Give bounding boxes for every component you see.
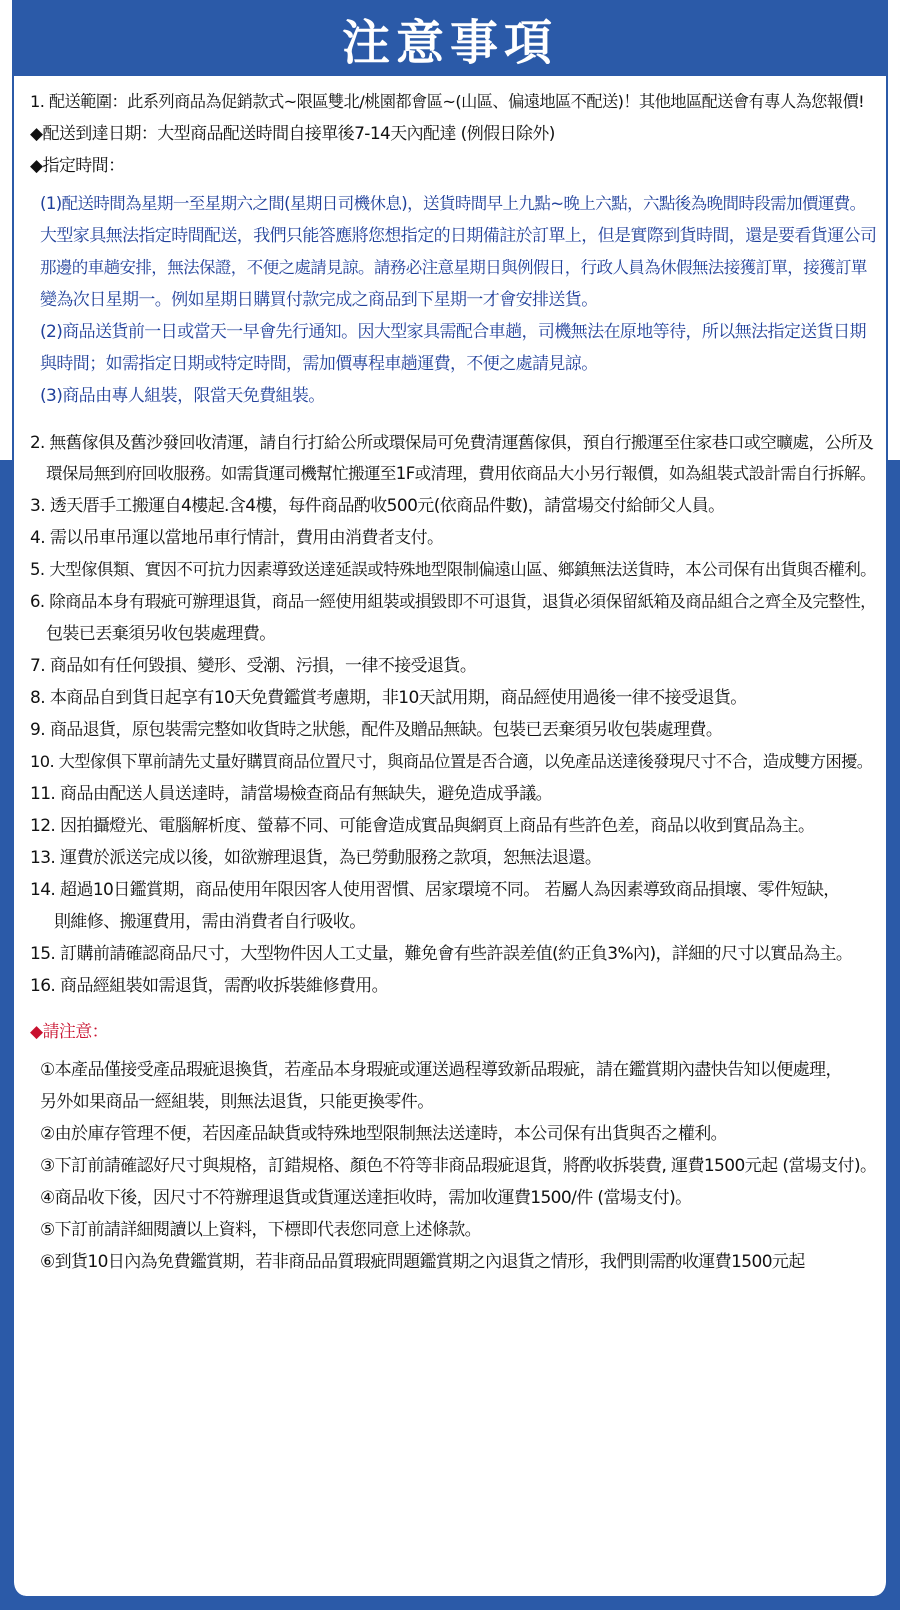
list-item: 16. 商品經組裝如需退貨，需酌收拆裝維修費用。 [30, 976, 389, 996]
notice-line: ④商品收下後，因尺寸不符辦理退貨或貨運送達拒收時，需加收運費1500/件 (當場支付)。 [40, 1188, 692, 1208]
header-banner [12, 0, 888, 76]
list-item: 7. 商品如有任何毀損、變形、受潮、污損，一律不接受退貨。 [30, 656, 477, 676]
list-item: 11. 商品由配送人員送達時，請當場檢查商品有無缺失，避免造成爭議。 [30, 784, 553, 804]
list-item: 2. 無舊傢俱及舊沙發回收清運，請自行打給公所或環保局可免費清運舊傢俱，預自行搬運至住家巷口或空曠處，公所及 [30, 432, 874, 452]
time-note: (3)商品由專人組裝，限當天免費組裝。 [40, 386, 325, 406]
list-item: 15. 訂購前請確認商品尺寸，大型物件因人工丈量，難免會有些許誤差值(約正負3%內)，詳細的尺寸以實品為主。 [30, 944, 853, 964]
list-item: 4. 需以吊車吊運以當地吊車行情計，費用由消費者支付。 [30, 528, 444, 548]
time-note: (1)配送時間為星期一至星期六之間(星期日司機休息)，送貨時間早上九點~晚上六點，六點後為晚間時段需加價運費。 [40, 194, 866, 213]
time-note: 大型家具無法指定時間配送，我們只能答應將您想指定的日期備註於訂單上，但是實際到貨時間，還是要看貨運公司 [40, 226, 877, 246]
list-item: 包裝已丟棄須另收包裝處理費。 [46, 624, 276, 644]
list-item: 13. 運費於派送完成以後，如欲辦理退貨，為已勞動服務之款項，恕無法退還。 [30, 848, 602, 868]
list-item: 10. 大型傢俱下單前請先丈量好購買商品位置尺寸，與商品位置是否合適，以免產品送達後發現尺寸不合，造成雙方困擾。 [30, 752, 873, 771]
time-note: 那邊的車趟安排，無法保證，不便之處請見諒。請務必注意星期日與例假日，行政人員為休假無法接獲訂單，接獲訂單 [40, 258, 867, 277]
notice-line: ③下訂前請確認好尺寸與規格，訂錯規格、顏色不符等非商品瑕疵退貨，將酌收拆裝費, 運費1500元起 (當場支付)。 [40, 1156, 877, 1176]
page-title: 注意事項 [341, 14, 558, 71]
list-item: 5. 大型傢俱類、實因不可抗力因素導致送達延誤或特殊地型限制偏遠山區、鄉鎮無法送貨時，本公司保有出貨與否權利。 [30, 560, 876, 579]
list-item: 6. 除商品本身有瑕疵可辦理退貨，商品一經使用組裝或損毀即不可退貨，退貨必須保留紙箱及商品組合之齊全及完整性， [30, 592, 876, 611]
notice-line: 另外如果商品一經組裝，則無法退貨，只能更換零件。 [40, 1092, 434, 1112]
list-item: 環保局無到府回收服務。如需貨運司機幫忙搬運至1F或清理，費用依商品大小另行報價，如為組裝式設計需自行拆解。 [46, 464, 876, 483]
time-note: (2)商品送貨前一日或當天一早會先行通知。因大型家具需配合車趟，司機無法在原地等待，所以無法指定送貨日期 [40, 322, 866, 342]
notice-content [30, 86, 876, 1278]
notice-line: ①本產品僅接受產品瑕疵退換貨，若產品本身瑕疵或運送過程導致新品瑕疵，請在鑑賞期內盡快告知以便處理， [40, 1060, 842, 1080]
delivery-area-text: 1. 配送範圍：此系列商品為促銷款式~限區雙北/桃園都會區~(山區、偏遠地區不配送)！其他地區配送會有專人為您報價! [30, 92, 865, 111]
notice-line: ⑤下訂前請詳細閱讀以上資料，下標即代表您同意上述條款。 [40, 1220, 482, 1240]
time-note: 與時間；如需指定日期或特定時間，需加價專程車趟運費，不便之處請見諒。 [40, 354, 598, 374]
delivery-date-text: ◆配送到達日期：大型商品配送時間自接單後7-14天內配達 (例假日除外) [30, 124, 555, 144]
notice-line: ⑥到貨10日內為免費鑑賞期，若非商品品質瑕疵問題鑑賞期之內退貨之情形，我們則需酌收運費1500元起 [40, 1252, 805, 1272]
list-item: 12. 因拍攝燈光、電腦解析度、螢幕不同、可能會造成實品與網頁上商品有些許色差，商品以收到實品為主。 [30, 816, 815, 836]
list-item: 14. 超過10日鑑賞期，商品使用年限因客人使用習慣、居家環境不同。 若屬人為因素導致商品損壞、零件短缺， [30, 880, 840, 900]
time-label: ◆指定時間： [30, 156, 125, 176]
list-item: 則維修、搬運費用，需由消費者自行吸收。 [54, 912, 366, 932]
list-item: 3. 透天厝手工搬運自4樓起.含4樓，每件商品酌收500元(依商品件數)，請當場交付給師父人員。 [30, 496, 725, 516]
notice-label: ◆請注意： [30, 1022, 109, 1042]
list-item: 8. 本商品自到貨日起享有10天免費鑑賞考慮期，非10天試用期，商品經使用過後一律不接受退貨。 [30, 688, 747, 708]
list-item: 9. 商品退貨，原包裝需完整如收貨時之狀態，配件及贈品無缺。包裝已丟棄須另收包裝處理費。 [30, 720, 723, 740]
time-note: 變為次日星期一。例如星期日購買付款完成之商品到下星期一才會安排送貨。 [40, 290, 598, 310]
notice-line: ②由於庫存管理不便，若因產品缺貨或特殊地型限制無法送達時，本公司保有出貨與否之權利。 [40, 1124, 728, 1144]
